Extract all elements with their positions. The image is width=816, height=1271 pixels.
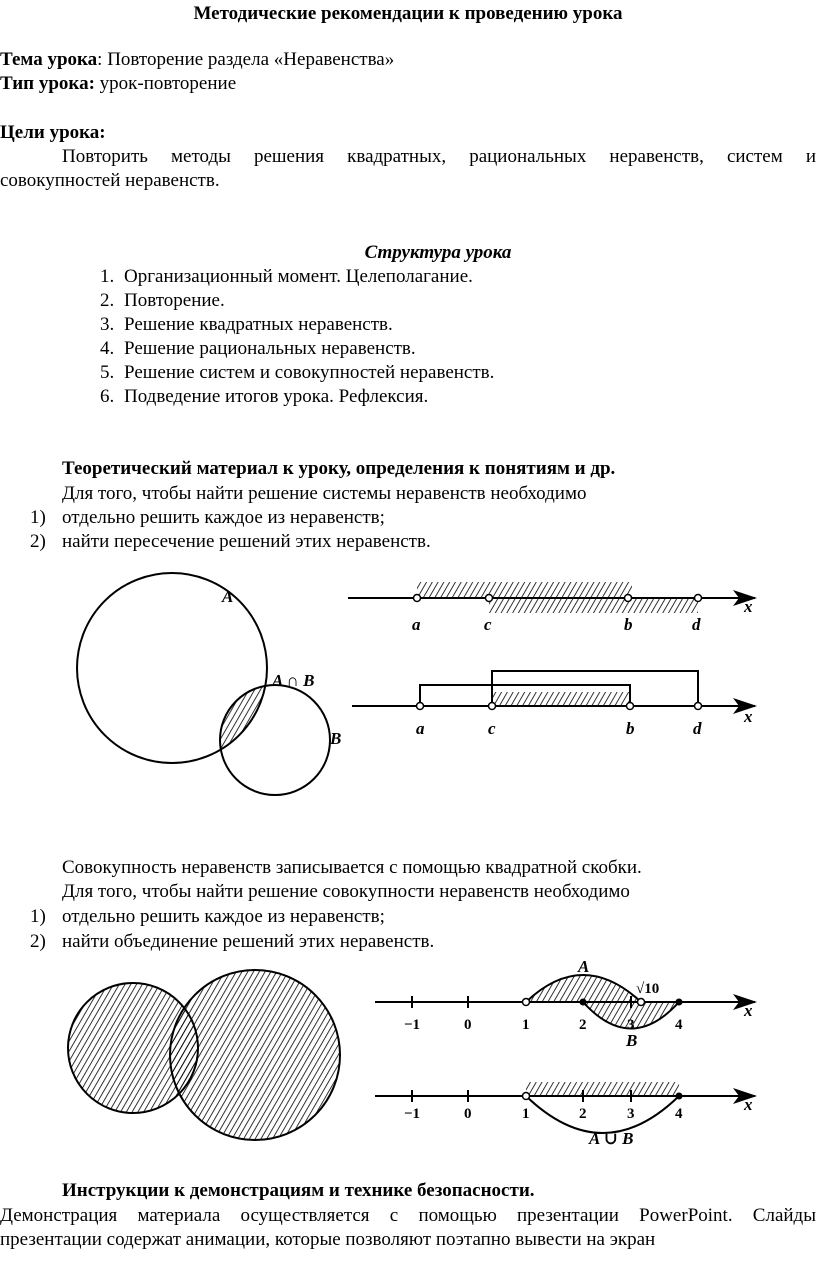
item-text: Решение рациональных неравенств. (124, 338, 416, 359)
number-line-system-1 (348, 582, 755, 634)
type-label: Тип урока: (0, 73, 95, 94)
step-number: 1) (30, 507, 46, 528)
label-d: d (693, 719, 702, 738)
tick-label: 0 (464, 1106, 472, 1122)
item-text: Организационный момент. Целеполагание. (124, 266, 473, 287)
type-value: урок-повторение (94, 73, 237, 94)
goals-line-1: Повторить методы решения квадратных, рациональных неравенств, систем и (62, 146, 816, 167)
axis-label-x: x (744, 1001, 753, 1020)
tick-label: −1 (404, 1017, 421, 1033)
topic-value: : Повторение раздела «Неравенства» (97, 49, 395, 70)
label-b: b (624, 615, 633, 634)
sqrt10-label: √10 (636, 981, 660, 997)
item-number: 2. (100, 290, 115, 311)
set-b-label: B (626, 1031, 638, 1050)
hatch-c-d (489, 598, 698, 613)
label-d: d (692, 615, 701, 634)
tick-label: −1 (404, 1106, 421, 1122)
step-text: найти пересечение решений этих неравенств. (62, 531, 431, 552)
tick-label: 1 (522, 1017, 530, 1033)
set-b-circle (220, 685, 330, 795)
item-number: 4. (100, 338, 115, 359)
arc-union (526, 1096, 679, 1133)
item-number: 1. (100, 266, 115, 287)
set-a-circle (77, 573, 267, 763)
union-note: Совокупность неравенств записывается с помощью квадратной скобки. (62, 857, 642, 878)
label-c: c (488, 719, 496, 738)
set-b-label: B (330, 729, 342, 748)
axis-label-x: x (744, 597, 753, 616)
axis-label-x: x (744, 707, 753, 726)
open-point-1 (523, 1093, 530, 1100)
label-a: a (416, 719, 425, 738)
venn-union-diagram (68, 970, 340, 1140)
open-point-sqrt10 (638, 999, 645, 1006)
step-number: 2) (30, 931, 46, 952)
set-a-label: A (578, 957, 590, 976)
label-a: a (412, 615, 421, 634)
step-number: 1) (30, 906, 46, 927)
hatch-c-b (492, 692, 629, 706)
item-number: 3. (100, 314, 115, 335)
item-text: Решение квадратных неравенств. (124, 314, 393, 335)
number-line-union-1 (375, 957, 755, 1050)
number-line-union-2 (375, 1082, 755, 1148)
safety-line-1: Демонстрация материала осуществляется с помощью презентации PowerPoint. Слайды (0, 1205, 816, 1226)
step-text: отдельно решить каждое из неравенств; (62, 507, 385, 528)
set-b-circle (170, 970, 340, 1140)
venn-intersection-diagram (77, 573, 341, 795)
tick-label: 2 (579, 1106, 587, 1122)
structure-heading: Структура урока (364, 242, 512, 263)
item-number: 5. (100, 362, 115, 383)
label-b: b (626, 719, 635, 738)
point-a (417, 703, 424, 710)
tick-label: 4 (675, 1106, 683, 1122)
tick-label: 1 (522, 1106, 530, 1122)
item-text: Повторение. (124, 290, 225, 311)
tick-label: 3 (627, 1106, 635, 1122)
system-intro: Для того, чтобы найти решение системы неравенств необходимо (62, 483, 587, 504)
number-line-system-2 (352, 671, 755, 738)
point-a (414, 595, 421, 602)
union-intro: Для того, чтобы найти решение совокупности неравенств необходимо (62, 881, 630, 902)
point-d (695, 595, 702, 602)
theory-heading: Теоретический материал к уроку, определения к понятиям и др. (62, 458, 616, 479)
tick-label: 2 (579, 1017, 587, 1033)
filled-point-4 (676, 999, 683, 1006)
item-number: 6. (100, 386, 115, 407)
set-a-label: A (222, 587, 234, 606)
goals-label: Цели урока: (0, 122, 106, 143)
label-c: c (484, 615, 492, 634)
hatch-a-b (417, 582, 632, 598)
tick-label: 0 (464, 1017, 472, 1033)
point-c (489, 703, 496, 710)
intersection-label: A ∩ B (272, 671, 315, 690)
hatch-union (526, 1082, 679, 1096)
step-text: отдельно решить каждое из неравенств; (62, 906, 385, 927)
point-b (625, 595, 632, 602)
filled-point-2 (580, 999, 587, 1006)
item-text: Решение систем и совокупностей неравенств. (124, 362, 495, 383)
document-title: Методические рекомендации к проведению урока (193, 3, 623, 24)
point-c (486, 595, 493, 602)
axis-label-x: x (744, 1095, 753, 1114)
step-text: найти объединение решений этих неравенств. (62, 931, 435, 952)
filled-point-4 (676, 1093, 683, 1100)
safety-line-2: презентации содержат анимации, которые позволяют поэтапно вывести на экран (0, 1229, 656, 1250)
tick-label: 3 (627, 1017, 635, 1033)
point-d (695, 703, 702, 710)
point-b (627, 703, 634, 710)
tick-label: 4 (675, 1017, 683, 1033)
item-text: Подведение итогов урока. Рефлексия. (124, 386, 429, 407)
open-point-1 (523, 999, 530, 1006)
union-label: A ∪ B (589, 1129, 634, 1148)
step-number: 2) (30, 531, 46, 552)
goals-line-2: совокупностей неравенств. (0, 170, 220, 191)
safety-heading: Инструкции к демонстрациям и технике безопасности. (62, 1180, 535, 1201)
topic-label: Тема урока (0, 49, 98, 70)
